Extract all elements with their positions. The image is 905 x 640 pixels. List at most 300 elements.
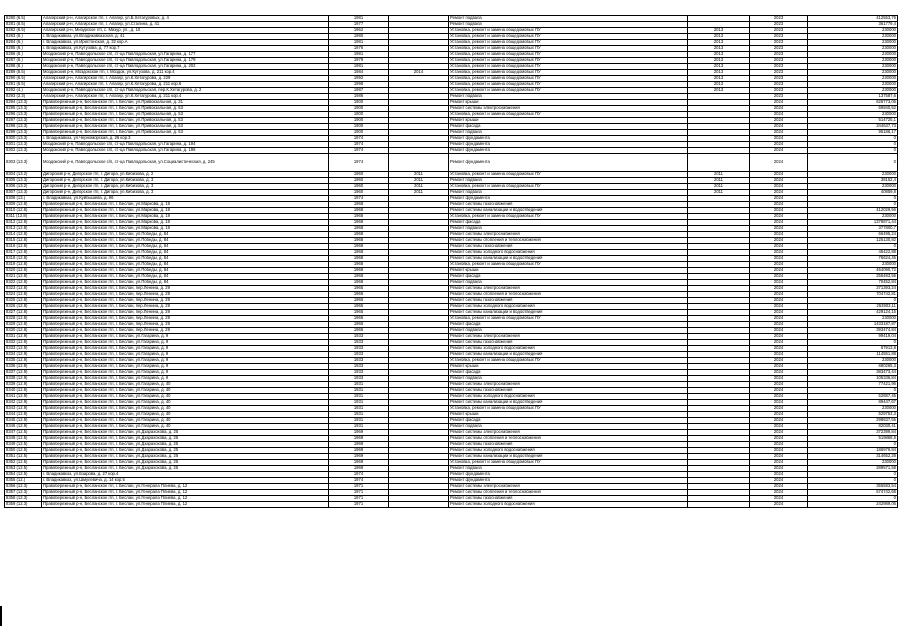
cost-cell: 230000 xyxy=(808,82,898,88)
work-type-cell: Установка, ремонт и замена общедомовых ПУ xyxy=(449,316,688,322)
address-cell: Правобережный р-н, Бесланское г/п, г. Беслан, ул.Маркова, д. 19 xyxy=(42,226,329,232)
address-cell: Правобережный р-н, Бесланское г/п, г. Беслан, ул.Победы, д. 84 xyxy=(42,280,329,286)
work-type-cell: Ремонт подвала xyxy=(449,130,688,136)
address-cell: Правобережный р-н, Бесланское г/п, г. Беслан, пер.Ленина, д. 29 xyxy=(42,298,329,304)
work-type-cell: Ремонт системы электроснабжения xyxy=(449,334,688,340)
year-built-cell: 1980 xyxy=(329,34,389,40)
plan-year-b-cell: 2024 xyxy=(750,178,808,184)
year-built-cell: 1971 xyxy=(329,496,389,502)
cost-cell: 412553,76 xyxy=(808,16,898,22)
plan-year-b-cell: 2024 xyxy=(750,394,808,400)
work-type-cell: Ремонт системы холодного водоснабжения xyxy=(449,448,688,454)
work-type-cell: Ремонт системы газоснабжения xyxy=(449,340,688,346)
work-type-cell: Установка, ремонт и замена общедомовых ПУ xyxy=(449,214,688,220)
cost-cell: 52887,45 xyxy=(808,394,898,400)
cost-cell: 429124,15 xyxy=(808,310,898,316)
cost-cell: 355583,54 xyxy=(808,484,898,490)
work-type-cell: Ремонт фасада xyxy=(449,418,688,424)
cost-cell: 230000 xyxy=(808,112,898,118)
address-cell: Дигорский р-н, Дигорское г/п, г. Дигора, ул.Кибизова, д. 3 xyxy=(42,190,329,196)
plan-year-b-cell: 2024 xyxy=(750,274,808,280)
year-built-cell: 1998 xyxy=(329,82,389,88)
work-type-cell: Ремонт фундамента xyxy=(449,136,688,142)
work-type-cell: Ремонт системы электроснабжения xyxy=(449,106,688,112)
year-built-cell: 1900 xyxy=(329,112,389,118)
row-id-cell: 8297 (13.3) xyxy=(5,118,42,124)
cost-cell: 256483,56 xyxy=(808,274,898,280)
cost-cell: 0 xyxy=(808,472,898,478)
year-built-cell: 1981 xyxy=(329,16,389,22)
address-cell: г. Владикавказ, ул.Черноморская, д. 26 кор.3 xyxy=(42,136,329,142)
row-id-cell: 8314 (12.8) xyxy=(5,232,42,238)
year-built-cell: 1974 xyxy=(329,472,389,478)
plan-year-a-cell: 2011 xyxy=(688,178,750,184)
work-type-cell: Ремонт фундамента xyxy=(449,148,688,154)
work-type-cell: Ремонт системы отопления и теплоснабжения xyxy=(449,436,688,442)
year-built-cell: 1933 xyxy=(329,352,389,358)
address-cell: Правобережный р-н, Бесланское г/п, г. Беслан, ул.Гагарина, д. 9 xyxy=(42,346,329,352)
year-built-cell: 1965 xyxy=(329,316,389,322)
plan-year-b-cell: 2024 xyxy=(750,412,808,418)
cost-cell: 454090,72 xyxy=(808,268,898,274)
plan-year-b-cell: 2024 xyxy=(750,340,808,346)
row-id-cell: 8280 (6.5) xyxy=(5,16,42,22)
address-cell: Правобережный р-н, Бесланское г/п, г. Беслан, ул.Маркова, д. 19 xyxy=(42,202,329,208)
row-id-cell: 8305 (13.3) xyxy=(5,178,42,184)
work-type-cell: Ремонт подвала xyxy=(449,190,688,196)
table-body xyxy=(5,16,898,508)
plan-year-b-cell: 2024 xyxy=(750,232,808,238)
work-type-cell: Установка, ремонт и замена общедомовых ПУ xyxy=(449,28,688,34)
cost-cell: 314652,28 xyxy=(808,454,898,460)
row-id-cell: 8333 (12.9) xyxy=(5,346,42,352)
year-built-cell: 1971 xyxy=(329,502,389,508)
plan-year-a-cell: 2013 xyxy=(688,88,750,94)
plan-year-b-cell: 2024 xyxy=(750,352,808,358)
work-type-cell: Ремонт системы электроснабжения xyxy=(449,286,688,292)
address-cell: Алагирский р-н, Алагирское г/п, г. Алагир, ул.К.Хетагурова, д. 211 кор.6 xyxy=(42,82,329,88)
year-built-cell: 1931 xyxy=(329,400,389,406)
cost-cell: 114551,88 xyxy=(808,352,898,358)
plan-year-b-cell: 2024 xyxy=(750,418,808,424)
work-type-cell: Ремонт системы отопления и теплоснабжения xyxy=(449,238,688,244)
row-id-cell: 8340 (12.9) xyxy=(5,388,42,394)
address-cell: Правобережный р-н, Бесланское г/п, г. Беслан, ул.Гагарина, д. 9 xyxy=(42,334,329,340)
year-built-cell: 1900 xyxy=(329,130,389,136)
plan-year-b-cell: 2024 xyxy=(750,172,808,178)
cost-cell: 67913,8 xyxy=(808,346,898,352)
work-type-cell: Установка, ремонт и замена общедомовых ПУ xyxy=(449,46,688,52)
work-type-cell: Ремонт системы канализации и водоотведения xyxy=(449,400,688,406)
work-type-cell: Ремонт системы электроснабжения xyxy=(449,430,688,436)
cost-cell: 680265,3 xyxy=(808,364,898,370)
cost-cell: 230000 xyxy=(808,184,898,190)
work-type-cell: Установка, ремонт и замена общедомовых ПУ xyxy=(449,88,688,94)
work-type-cell: Установка, ремонт и замена общедомовых ПУ xyxy=(449,358,688,364)
cost-cell: 704742,81 xyxy=(808,292,898,298)
address-cell: Правобережный р-н, Бесланское г/п, г. Беслан, ул.Гагарина, д. 9 xyxy=(42,364,329,370)
cost-cell: 230000 xyxy=(808,214,898,220)
work-type-cell: Ремонт фасада xyxy=(449,124,688,130)
work-type-cell: Ремонт системы газоснабжения xyxy=(449,442,688,448)
plan-year-b-cell: 2023 xyxy=(750,16,808,22)
cost-cell: 574742,68 xyxy=(808,490,898,496)
cost-cell: 253903,11 xyxy=(808,304,898,310)
year-built-cell: 1900 xyxy=(329,106,389,112)
plan-year-b-cell: 2023 xyxy=(750,94,808,100)
cost-cell: 393474,84 xyxy=(808,328,898,334)
row-id-cell: 8320 (12.8) xyxy=(5,268,42,274)
plan-year-b-cell: 2024 xyxy=(750,424,808,430)
year-built-cell: 1933 xyxy=(329,370,389,376)
row-id-cell: 8312 (12.8) xyxy=(5,220,42,226)
plan-year-b-cell: 2024 xyxy=(750,214,808,220)
address-cell: Алагирский р-н, Алагирское г/п, г. Алагир, ул.К.Хетагурова, д. 229 xyxy=(42,76,329,82)
row-id-cell: 8317 (12.8) xyxy=(5,250,42,256)
cost-cell: 377800,7 xyxy=(808,226,898,232)
year-repair-cell: 2011 xyxy=(389,172,449,178)
cost-cell: 82030,41 xyxy=(808,424,898,430)
cost-cell: 230000 xyxy=(808,28,898,34)
plan-year-b-cell: 2024 xyxy=(750,316,808,322)
work-type-cell: Ремонт системы канализации и водоотведения xyxy=(449,310,688,316)
year-built-cell: 1931 xyxy=(329,418,389,424)
cost-cell: 70452,84 xyxy=(808,280,898,286)
work-type-cell: Ремонт системы канализации и водоотведения xyxy=(449,256,688,262)
year-built-cell: 1969 xyxy=(329,442,389,448)
row-id-cell: 8282 (6.5) xyxy=(5,28,42,34)
address-cell: Моздокский р-н, Павлодольское с/п, ст-ца Павлодольская, ул.Гагарина, д. 179 xyxy=(42,58,329,64)
address-cell: Правобережный р-н, Бесланское г/п, г. Беслан, ул.Победы, д. 84 xyxy=(42,232,329,238)
work-type-cell: Ремонт системы газоснабжения xyxy=(449,388,688,394)
year-built-cell: 1968 xyxy=(329,256,389,262)
address-cell: Правобережный р-н, Бесланское г/п, г. Беслан, ул.Генерала Плиева, д. 12 xyxy=(42,484,329,490)
cost-cell: 230000 xyxy=(808,52,898,58)
address-cell: Правобережный р-н, Бесланское г/п, г. Беслан, ул.Привокзальная, д. 53 xyxy=(42,124,329,130)
row-id-cell: 8341 (12.9) xyxy=(5,394,42,400)
row-id-cell: 8290 (6.5) xyxy=(5,76,42,82)
row-id-cell: 8345 (12.9) xyxy=(5,418,42,424)
year-built-cell: 1992 xyxy=(329,76,389,82)
work-type-cell: Установка, ремонт и замена общедомовых ПУ xyxy=(449,262,688,268)
plan-year-b-cell: 2024 xyxy=(750,460,808,466)
address-cell: Правобережный р-н, Бесланское г/п, г. Беслан, ул.Маркова, д. 19 xyxy=(42,220,329,226)
plan-year-a-cell: 2013 xyxy=(688,52,750,58)
cost-cell: 230000 xyxy=(808,358,898,364)
year-built-cell: 1968 xyxy=(329,250,389,256)
cost-cell: 361779,4 xyxy=(808,22,898,28)
row-id-cell: 8287 (6.) xyxy=(5,58,42,64)
plan-year-a-cell: 2013 xyxy=(688,76,750,82)
address-cell: Правобережный р-н, Бесланское г/п, г. Беслан, ул.Привокзальная, д. 53 xyxy=(42,106,329,112)
plan-year-b-cell: 2024 xyxy=(750,442,808,448)
work-type-cell: Установка, ремонт и замена общедомовых ПУ xyxy=(449,34,688,40)
work-type-cell: Ремонт подвала xyxy=(449,226,688,232)
plan-year-a-cell xyxy=(688,154,750,172)
row-id-cell: 8337 (12.9) xyxy=(5,370,42,376)
cost-cell: 298637,55 xyxy=(808,418,898,424)
work-type-cell: Ремонт фасада xyxy=(449,220,688,226)
cost-cell: 0 xyxy=(808,340,898,346)
row-id-cell: 8316 (12.8) xyxy=(5,244,42,250)
year-built-cell: 1969 xyxy=(329,466,389,472)
plan-year-b-cell: 2024 xyxy=(750,208,808,214)
plan-year-b-cell: 2024 xyxy=(750,304,808,310)
work-type-cell: Ремонт крыши xyxy=(449,100,688,106)
address-cell: Алагирский р-н, Алагирское г/п, г. Алагир, ул.Б.Хетагуровых, д. 4 xyxy=(42,16,329,22)
address-cell: Правобережный р-н, Бесланское г/п, г. Беслан, ул.Привокзальная, д. 53 xyxy=(42,112,329,118)
plan-year-b-cell: 2024 xyxy=(750,496,808,502)
year-built-cell: 1968 xyxy=(329,226,389,232)
year-built-cell: 1965 xyxy=(329,304,389,310)
work-type-cell: Установка, ремонт и замена общедомовых ПУ xyxy=(449,70,688,76)
row-id-cell: 8300 (13.3) xyxy=(5,136,42,142)
cost-cell: 45422,88 xyxy=(808,250,898,256)
year-built-cell: 1974 xyxy=(329,478,389,484)
plan-year-b-cell: 2024 xyxy=(750,310,808,316)
address-cell: Правобережный р-н, Бесланское г/п, г. Беслан, ул.Гагарина, д. 9 xyxy=(42,358,329,364)
cost-cell: 230000 xyxy=(808,64,898,70)
plan-year-a-cell: 2013 xyxy=(688,34,750,40)
address-cell: Правобережный р-н, Бесланское г/п, г. Беслан, ул.Победы, д. 84 xyxy=(42,256,329,262)
cost-cell: 186979,84 xyxy=(808,448,898,454)
cost-cell: 0 xyxy=(808,148,898,154)
year-built-cell: 1965 xyxy=(329,298,389,304)
year-built-cell: 1979 xyxy=(329,58,389,64)
plan-year-a-cell: 2013 xyxy=(688,58,750,64)
cost-cell: 0 xyxy=(808,142,898,148)
address-cell: Правобережный р-н, Бесланское г/п, г. Беслан, ул.Гагарина, д. 40 xyxy=(42,382,329,388)
address-cell: Правобережный р-н, Бесланское г/п, г. Беслан, ул.Победы, д. 84 xyxy=(42,262,329,268)
row-id-cell: 8281 (6.5) xyxy=(5,22,42,28)
year-built-cell: 1931 xyxy=(329,406,389,412)
work-type-cell: Ремонт фундамента xyxy=(449,154,688,172)
work-type-cell: Ремонт подвала xyxy=(449,466,688,472)
cost-cell: 77421,96 xyxy=(808,382,898,388)
year-built-cell: 1965 xyxy=(329,322,389,328)
cost-cell: 99419,04 xyxy=(808,334,898,340)
row-id-cell: 8318 (12.8) xyxy=(5,256,42,262)
row-id-cell: 8342 (12.9) xyxy=(5,400,42,406)
work-type-cell: Ремонт системы холодного водоснабжения xyxy=(449,346,688,352)
plan-year-b-cell: 2023 xyxy=(750,64,808,70)
year-built-cell: 1933 xyxy=(329,364,389,370)
plan-year-b-cell: 2024 xyxy=(750,220,808,226)
work-type-cell: Установка, ремонт и замена общедомовых ПУ xyxy=(449,40,688,46)
address-cell: Правобережный р-н, Бесланское г/п, г. Беслан, ул.Гагарина, д. 40 xyxy=(42,388,329,394)
cost-cell: 137587,6 xyxy=(808,94,898,100)
address-cell: Моздокский р-н, Павлодольское с/п, ст-ца Павлодольская, ул.Гагарина, д. 202 xyxy=(42,64,329,70)
address-cell: Алагирский р-н, Алагирское г/п, г. Алагир, ул.Сталина, д. 41 xyxy=(42,22,329,28)
year-repair-cell: 2011 xyxy=(389,178,449,184)
plan-year-b-cell: 2024 xyxy=(750,196,808,202)
cost-cell: 230000 xyxy=(808,88,898,94)
plan-year-b-cell: 2024 xyxy=(750,262,808,268)
year-built-cell: 1968 xyxy=(329,214,389,220)
cost-cell: 344637,73 xyxy=(808,124,898,130)
year-built-cell: 1968 xyxy=(329,202,389,208)
work-type-cell: Ремонт крыши xyxy=(449,364,688,370)
year-built-cell: 1968 xyxy=(329,208,389,214)
year-built-cell: 1962 xyxy=(329,28,389,34)
work-type-cell: Ремонт фасада xyxy=(449,322,688,328)
plan-year-b-cell: 2024 xyxy=(750,280,808,286)
plan-year-b-cell: 2024 xyxy=(750,382,808,388)
plan-year-b-cell: 2024 xyxy=(750,406,808,412)
address-cell: Моздокский р-н, Павлодольское с/п, ст-ца Павлодольская, ул.Социалистическая, д. 245 xyxy=(42,154,329,172)
year-built-cell: 1960 xyxy=(329,190,389,196)
plan-year-b-cell: 2024 xyxy=(750,136,808,142)
cost-cell: 0 xyxy=(808,202,898,208)
plan-year-b-cell: 2024 xyxy=(750,286,808,292)
work-type-cell: Ремонт крыши xyxy=(449,118,688,124)
year-built-cell: 1968 xyxy=(329,268,389,274)
address-cell: Правобережный р-н, Бесланское г/п, г. Беслан, ул.Гагарина, д. 40 xyxy=(42,424,329,430)
plan-year-b-cell: 2024 xyxy=(750,334,808,340)
cost-cell: 0 xyxy=(808,244,898,250)
row-id-cell: 8348 (12.5) xyxy=(5,436,42,442)
plan-year-b-cell: 2024 xyxy=(750,256,808,262)
address-cell: г. Владикавказ, ул.Куйбышева, д. 96 xyxy=(42,196,329,202)
plan-year-b-cell: 2024 xyxy=(750,100,808,106)
row-id-cell: 8331 (12.9) xyxy=(5,334,42,340)
row-id-cell: 8283 (6.) xyxy=(5,34,42,40)
row-id-cell: 8332 (12.9) xyxy=(5,340,42,346)
address-cell: г. Владикавказ, ул.Бзарова, д. 27 кор.4 xyxy=(42,472,329,478)
plan-year-b-cell: 2024 xyxy=(750,154,808,172)
row-id-cell: 8338 (12.9) xyxy=(5,376,42,382)
year-built-cell: 1968 xyxy=(329,220,389,226)
row-id-cell: 8310 (12.8) xyxy=(5,208,42,214)
plan-year-b-cell: 2024 xyxy=(750,106,808,112)
row-id-cell: 8296 (13.3) xyxy=(5,112,42,118)
plan-year-b-cell: 2024 xyxy=(750,244,808,250)
cost-cell: 40859,8 xyxy=(808,190,898,196)
plan-year-a-cell: 2013 xyxy=(688,82,750,88)
year-built-cell: 1976 xyxy=(329,46,389,52)
address-cell: Правобережный р-н, Бесланское г/п, г. Беслан, пер.Ленина, д. 29 xyxy=(42,286,329,292)
address-cell: Правобережный р-н, Бесланское г/п, г. Беслан, ул.Дзарахохова, д. 25 xyxy=(42,466,329,472)
address-cell: г. Владикавказ, ул.Шмулевича, д. 14 кор.5 xyxy=(42,478,329,484)
year-built-cell: 1931 xyxy=(329,412,389,418)
plan-year-b-cell: 2024 xyxy=(750,124,808,130)
row-id-cell: 8311 (12.8) xyxy=(5,214,42,220)
cost-cell: 529753,3 xyxy=(808,412,898,418)
work-type-cell: Ремонт системы электроснабжения xyxy=(449,382,688,388)
work-type-cell: Ремонт системы электроснабжения xyxy=(449,232,688,238)
scan-edge-mark xyxy=(0,606,2,626)
row-id-cell: 8288 (6.) xyxy=(5,64,42,70)
plan-year-b-cell: 2023 xyxy=(750,70,808,76)
plan-year-b-cell: 2024 xyxy=(750,292,808,298)
year-built-cell: 1986 xyxy=(329,94,389,100)
cost-cell: 0 xyxy=(808,196,898,202)
work-type-cell: Ремонт крыши xyxy=(449,412,688,418)
cost-cell: 89447,67 xyxy=(808,400,898,406)
year-built-cell: 1933 xyxy=(329,346,389,352)
year-repair-cell: 2011 xyxy=(389,184,449,190)
cost-cell: 38152,4 xyxy=(808,178,898,184)
work-type-cell: Установка, ремонт и замена общедомовых ПУ xyxy=(449,184,688,190)
row-id-cell: 8330 (12.8) xyxy=(5,328,42,334)
cost-cell: 412029,56 xyxy=(808,208,898,214)
cost-cell: 372399,84 xyxy=(808,430,898,436)
year-built-cell: 1969 xyxy=(329,448,389,454)
year-built-cell: 1981 xyxy=(329,64,389,70)
row-id-cell: 8309 (12.8) xyxy=(5,202,42,208)
address-cell: Правобережный р-н, Бесланское г/п, г. Беслан, ул.Победы, д. 84 xyxy=(42,244,329,250)
cost-cell: 230000 xyxy=(808,70,898,76)
year-built-cell: 1969 xyxy=(329,430,389,436)
cost-cell: 0 xyxy=(808,298,898,304)
address-cell: Правобережный р-н, Бесланское г/п, г. Беслан, ул.Маркова, д. 19 xyxy=(42,208,329,214)
cost-cell: 230000 xyxy=(808,406,898,412)
address-cell: Правобережный р-н, Бесланское г/п, г. Беслан, ул.Победы, д. 84 xyxy=(42,274,329,280)
plan-year-b-cell: 2024 xyxy=(750,448,808,454)
plan-year-b-cell: 2023 xyxy=(750,58,808,64)
row-id-cell: 8343 (12.9) xyxy=(5,406,42,412)
plan-year-b-cell: 2024 xyxy=(750,142,808,148)
row-id-cell: 8298 (13.3) xyxy=(5,124,42,130)
work-type-cell: Ремонт системы канализации и водоотведения xyxy=(449,352,688,358)
work-type-cell: Ремонт фасада xyxy=(449,370,688,376)
year-repair-cell: 2011 xyxy=(389,190,449,196)
row-id-cell: 8357 (12.3) xyxy=(5,490,42,496)
plan-year-b-cell: 2024 xyxy=(750,484,808,490)
work-type-cell: Установка, ремонт и замена общедомовых ПУ xyxy=(449,52,688,58)
cost-cell: 0 xyxy=(808,496,898,502)
row-id-cell: 8308 (13.) xyxy=(5,196,42,202)
work-type-cell: Установка, ремонт и замена общедомовых ПУ xyxy=(449,76,688,82)
year-built-cell: 1987 xyxy=(329,88,389,94)
cost-cell: 1433187,87 xyxy=(808,322,898,328)
plan-year-a-cell xyxy=(688,502,750,508)
year-built-cell: 1971 xyxy=(329,484,389,490)
plan-year-b-cell: 2023 xyxy=(750,46,808,52)
row-id-cell: 8299 (13.3) xyxy=(5,130,42,136)
cost-cell: 95186,17 xyxy=(808,130,898,136)
cost-cell: 105336,84 xyxy=(808,376,898,382)
row-id-cell: 8319 (12.8) xyxy=(5,262,42,268)
year-built-cell: 1900 xyxy=(329,124,389,130)
year-built-cell: 1933 xyxy=(329,340,389,346)
year-built-cell: 1981 xyxy=(329,40,389,46)
row-id-cell: 8325 (12.8) xyxy=(5,298,42,304)
row-id-cell: 8351 (12.5) xyxy=(5,454,42,460)
cost-cell: 0 xyxy=(808,388,898,394)
plan-year-b-cell: 2024 xyxy=(750,376,808,382)
row-id-cell: 8286 (6.) xyxy=(5,52,42,58)
year-built-cell: 1960 xyxy=(329,172,389,178)
cost-cell: 628773,06 xyxy=(808,100,898,106)
row-id-cell: 8326 (12.8) xyxy=(5,304,42,310)
table-row xyxy=(5,502,898,508)
year-built-cell: 1965 xyxy=(329,292,389,298)
row-id-cell: 8284 (6.) xyxy=(5,40,42,46)
row-id-cell: 8334 (12.9) xyxy=(5,352,42,358)
address-cell: Правобережный р-н, Бесланское г/п, г. Беслан, ул.Дзарахохова, д. 25 xyxy=(42,448,329,454)
cost-cell: 230000 xyxy=(808,58,898,64)
address-cell: Алагирский р-н, Алагирское г/п, г. Алагир, ул.К.Хетагурова, д. 211 кор.4 xyxy=(42,94,329,100)
plan-year-a-cell: 2013 xyxy=(688,46,750,52)
row-id-cell: 8329 (12.8) xyxy=(5,322,42,328)
row-id-cell: 8355 (12.) xyxy=(5,478,42,484)
row-id-cell: 8324 (12.8) xyxy=(5,292,42,298)
cost-cell: 76624,45 xyxy=(808,256,898,262)
row-id-cell: 8315 (12.8) xyxy=(5,238,42,244)
work-type-cell: Ремонт подвала xyxy=(449,424,688,430)
work-type-cell: Ремонт системы канализации и водоотведения xyxy=(449,208,688,214)
